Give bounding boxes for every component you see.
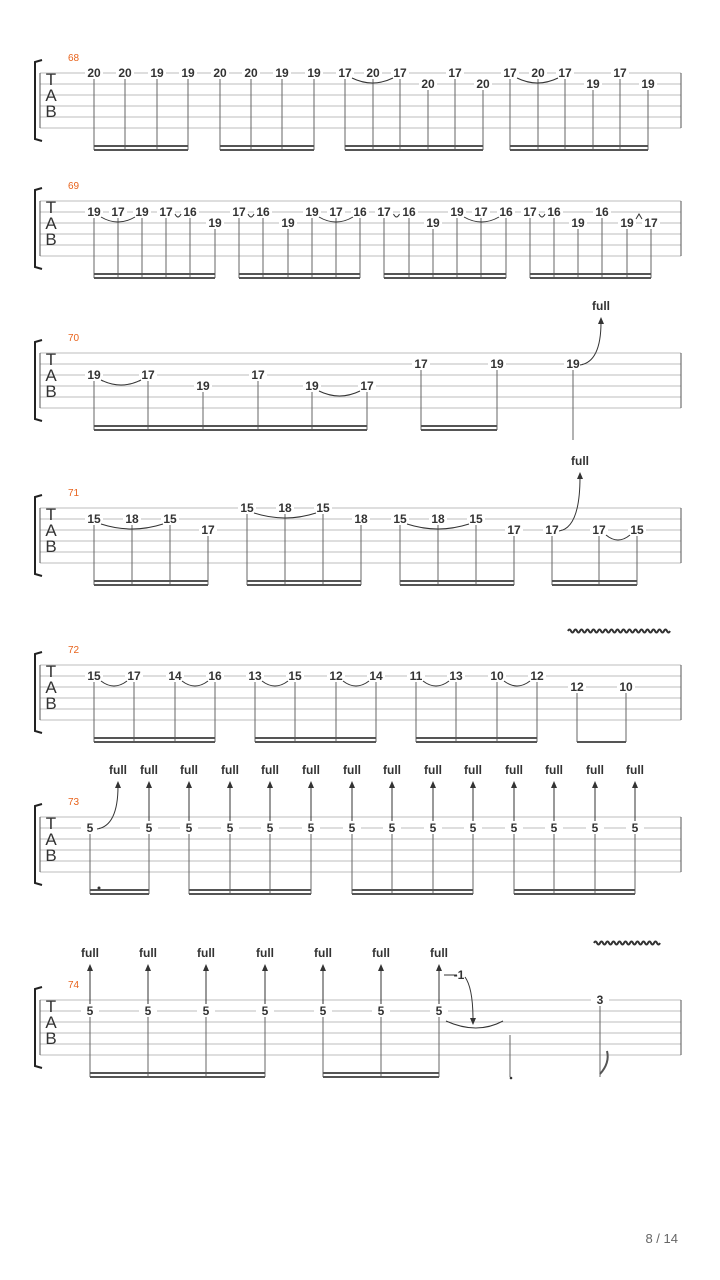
tab-clef-letter: T	[45, 505, 57, 524]
measure-number: 71	[68, 488, 80, 499]
fret-number: 19	[620, 216, 634, 230]
bend-arrowhead	[267, 781, 273, 788]
bend-label: full	[592, 299, 610, 313]
bend-label: full	[372, 946, 390, 960]
fret-number: 5	[388, 821, 396, 835]
fret-number: 17	[474, 205, 488, 219]
bend-curve	[580, 322, 601, 365]
fret-number: 19	[450, 205, 464, 219]
fret-number: 20	[421, 77, 435, 91]
tab-clef-letter: B	[45, 230, 57, 249]
fret-number: 5	[86, 821, 94, 835]
fret-number: 18	[431, 512, 445, 526]
fret-number: 17	[127, 669, 141, 683]
fret-number: 20	[476, 77, 490, 91]
fret-number: 17	[141, 368, 155, 382]
tab-clef-letter: T	[45, 997, 57, 1016]
bend-arrowhead	[203, 964, 209, 971]
system-bracket	[35, 340, 42, 421]
fret-number: 5	[145, 821, 153, 835]
tab-clef-letter: B	[45, 382, 57, 401]
fret-number: 17	[448, 66, 462, 80]
note-flag	[600, 1051, 608, 1074]
fret-number: 17	[592, 523, 606, 537]
fret-number: 5	[266, 821, 274, 835]
bend-label: full	[586, 763, 604, 777]
fret-number: 15	[316, 501, 330, 515]
system-bracket	[35, 804, 42, 885]
fret-number: 5	[348, 821, 356, 835]
bend-arrowhead	[577, 472, 583, 479]
page-number: 8 / 14	[645, 1231, 678, 1246]
bend-label: full	[626, 763, 644, 777]
tab-clef-letter: T	[45, 198, 57, 217]
fret-number: 5	[86, 1004, 94, 1018]
bend-arrowhead	[632, 781, 638, 788]
fret-number: 17	[360, 379, 374, 393]
fret-number: 5	[202, 1004, 210, 1018]
fret-number: 19	[307, 66, 321, 80]
bend-arrowhead	[511, 781, 517, 788]
fret-number: 17	[201, 523, 215, 537]
fret-number: 19	[641, 77, 655, 91]
fret-number: 17	[613, 66, 627, 80]
fret-number: 10	[490, 669, 504, 683]
fret-number: 20	[531, 66, 545, 80]
bend-label: full	[140, 763, 158, 777]
fret-number: 15	[393, 512, 407, 526]
tab-system-73	[35, 763, 681, 894]
bend-arrowhead	[378, 964, 384, 971]
bend-label: full	[383, 763, 401, 777]
fret-number: 5	[307, 821, 315, 835]
tie-arc	[182, 681, 208, 686]
fret-number: 19	[566, 357, 580, 371]
fret-number: 17	[159, 205, 173, 219]
slide-mark	[636, 214, 642, 219]
fret-number: 3	[596, 993, 604, 1007]
bend-curve	[97, 786, 118, 829]
bend-label: full	[180, 763, 198, 777]
vibrato-mark	[594, 942, 660, 945]
fret-number: 5	[144, 1004, 152, 1018]
tab-clef-letter: B	[45, 537, 57, 556]
bend-label: full	[424, 763, 442, 777]
bend-label: full	[464, 763, 482, 777]
measure-number: 69	[68, 181, 80, 192]
fret-number: 17	[507, 523, 521, 537]
fret-number: 20	[366, 66, 380, 80]
fret-number: 19	[196, 379, 210, 393]
fret-number: 16	[499, 205, 513, 219]
fret-number: 19	[275, 66, 289, 80]
bend-label: full	[571, 454, 589, 468]
fret-number: 18	[278, 501, 292, 515]
tab-clef-letter: A	[45, 86, 57, 105]
fret-number: 15	[630, 523, 644, 537]
fret-number: 12	[530, 669, 544, 683]
fret-number: 14	[369, 669, 383, 683]
fret-number: 5	[631, 821, 639, 835]
bend-arrowhead	[349, 781, 355, 788]
system-bracket	[35, 188, 42, 269]
tie-arc	[423, 681, 449, 686]
tie-arc	[175, 214, 181, 217]
tab-clef-letter: B	[45, 694, 57, 713]
bend-label: full	[430, 946, 448, 960]
fret-number: 19	[208, 216, 222, 230]
release-label: -1	[453, 968, 465, 982]
fret-number: 15	[87, 669, 101, 683]
fret-number: 19	[150, 66, 164, 80]
tie-arc	[606, 535, 630, 540]
fret-number: 17	[377, 205, 391, 219]
fret-number: 19	[87, 368, 101, 382]
fret-number: 20	[87, 66, 101, 80]
fret-number: 16	[595, 205, 609, 219]
fret-number: 12	[570, 680, 584, 694]
fret-number: 19	[490, 357, 504, 371]
tab-clef-letter: B	[45, 846, 57, 865]
tie-arc	[262, 681, 288, 686]
fret-number: 5	[319, 1004, 327, 1018]
tab-clef-letter: A	[45, 521, 57, 540]
fret-number: 19	[87, 205, 101, 219]
vibrato-mark	[568, 630, 670, 633]
bend-arrowhead	[592, 781, 598, 788]
fret-number: 15	[163, 512, 177, 526]
tab-clef-letter: A	[45, 366, 57, 385]
dot-mark	[510, 1077, 513, 1080]
fret-number: 16	[208, 669, 222, 683]
tab-clef-letter: T	[45, 350, 57, 369]
fret-number: 18	[354, 512, 368, 526]
bend-arrowhead	[389, 781, 395, 788]
dot-mark	[98, 887, 101, 890]
tab-clef-letter: A	[45, 678, 57, 697]
fret-number: 16	[183, 205, 197, 219]
tie-arc	[101, 681, 127, 686]
tab-clef-letter: A	[45, 214, 57, 233]
tab-system-70	[35, 299, 681, 440]
bend-arrowhead	[320, 964, 326, 971]
fret-number: 15	[288, 669, 302, 683]
bend-arrowhead	[551, 781, 557, 788]
bend-label: full	[343, 763, 361, 777]
fret-number: 19	[181, 66, 195, 80]
fret-number: 17	[503, 66, 517, 80]
bend-label: full	[314, 946, 332, 960]
bend-arrowhead	[308, 781, 314, 788]
fret-number: 18	[125, 512, 139, 526]
fret-number: 16	[402, 205, 416, 219]
tie-arc	[343, 681, 369, 686]
fret-number: 10	[619, 680, 633, 694]
system-bracket	[35, 60, 42, 141]
measure-number: 73	[68, 797, 80, 808]
tab-system-68	[35, 53, 681, 150]
fret-number: 5	[429, 821, 437, 835]
tie-arc	[394, 214, 400, 217]
bend-arrowhead	[598, 317, 604, 324]
tab-clef-letter: B	[45, 1029, 57, 1048]
fret-number: 19	[305, 379, 319, 393]
fret-number: 16	[256, 205, 270, 219]
tab-clef-letter: T	[45, 814, 57, 833]
fret-number: 19	[426, 216, 440, 230]
measure-number: 70	[68, 333, 80, 344]
fret-number: 19	[571, 216, 585, 230]
fret-number: 17	[338, 66, 352, 80]
bend-arrowhead	[145, 964, 151, 971]
fret-number: 5	[510, 821, 518, 835]
bend-arrowhead	[146, 781, 152, 788]
tie-arc	[248, 214, 254, 217]
fret-number: 5	[185, 821, 193, 835]
bend-arrowhead	[470, 781, 476, 788]
fret-number: 19	[135, 205, 149, 219]
bend-arrowhead	[186, 781, 192, 788]
bend-label: full	[256, 946, 274, 960]
bend-label: full	[302, 763, 320, 777]
fret-number: 14	[168, 669, 182, 683]
tab-system-72	[35, 630, 681, 743]
fret-number: 5	[591, 821, 599, 835]
tab-system-69	[35, 181, 681, 278]
tie-arc	[539, 214, 545, 217]
bend-label: full	[81, 946, 99, 960]
tab-system-71	[35, 454, 681, 585]
fret-number: 15	[240, 501, 254, 515]
bend-label: full	[261, 763, 279, 777]
fret-number: 5	[550, 821, 558, 835]
bend-label: full	[505, 763, 523, 777]
fret-number: 17	[329, 205, 343, 219]
fret-number: 20	[118, 66, 132, 80]
fret-number: 17	[523, 205, 537, 219]
fret-number: 17	[545, 523, 559, 537]
fret-number: 17	[414, 357, 428, 371]
bend-arrowhead	[87, 964, 93, 971]
fret-number: 15	[87, 512, 101, 526]
fret-number: 11	[409, 669, 423, 683]
fret-number: 16	[353, 205, 367, 219]
bend-label: full	[109, 763, 127, 777]
fret-number: 15	[469, 512, 483, 526]
system-bracket	[35, 652, 42, 733]
measure-number: 72	[68, 645, 80, 656]
bend-curve	[559, 477, 580, 531]
fret-number: 5	[435, 1004, 443, 1018]
fret-number: 13	[248, 669, 262, 683]
bend-label: full	[197, 946, 215, 960]
fret-number: 19	[281, 216, 295, 230]
fret-number: 17	[644, 216, 658, 230]
fret-number: 16	[547, 205, 561, 219]
system-bracket	[35, 495, 42, 576]
system-bracket	[35, 987, 42, 1068]
tab-clef-letter: T	[45, 70, 57, 89]
fret-number: 17	[111, 205, 125, 219]
fret-number: 13	[449, 669, 463, 683]
tie-arc	[101, 380, 141, 385]
tab-clef-letter: A	[45, 1013, 57, 1032]
bend-label: full	[221, 763, 239, 777]
bend-arrowhead	[262, 964, 268, 971]
release-curve	[465, 977, 473, 1020]
fret-number: 5	[261, 1004, 269, 1018]
bend-label: full	[545, 763, 563, 777]
bend-label: full	[139, 946, 157, 960]
fret-number: 5	[377, 1004, 385, 1018]
fret-number: 17	[393, 66, 407, 80]
fret-number: 5	[469, 821, 477, 835]
fret-number: 20	[213, 66, 227, 80]
tie-arc	[319, 391, 360, 396]
bend-arrowhead	[430, 781, 436, 788]
measure-number: 68	[68, 53, 80, 64]
bend-arrowhead	[115, 781, 121, 788]
fret-number: 19	[305, 205, 319, 219]
tie-arc	[504, 681, 530, 686]
fret-number: 17	[232, 205, 246, 219]
fret-number: 5	[226, 821, 234, 835]
fret-number: 19	[586, 77, 600, 91]
tab-clef-letter: A	[45, 830, 57, 849]
tab-clef-letter: B	[45, 102, 57, 121]
fret-number: 20	[244, 66, 258, 80]
fret-number: 17	[251, 368, 265, 382]
fret-number: 17	[558, 66, 572, 80]
measure-number: 74	[68, 980, 80, 991]
fret-number: 12	[329, 669, 343, 683]
tab-system-74	[35, 942, 681, 1080]
bend-arrowhead	[227, 781, 233, 788]
bend-arrowhead	[436, 964, 442, 971]
tab-clef-letter: T	[45, 662, 57, 681]
